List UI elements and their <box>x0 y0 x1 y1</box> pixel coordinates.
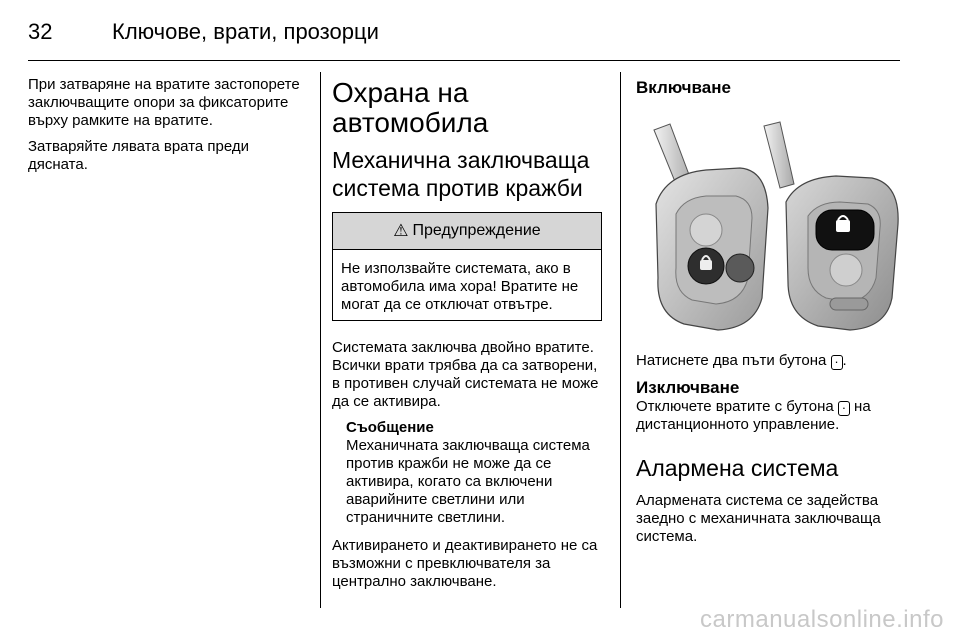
page-title: Ключове, врати, прозорци <box>112 19 379 44</box>
column-2 <box>332 78 604 599</box>
col1-paragraph-2: Затваряйте лявата врата преди дясната. <box>28 138 250 173</box>
header-rule <box>28 60 900 61</box>
heading-alarm-system: Алармена система <box>636 455 839 481</box>
unlock-icon: · <box>838 401 850 416</box>
warning-text: Не използвайте системата, ако в автомобила има хора! Вратите не могат да се отключат отвътре. <box>341 260 579 313</box>
warning-header <box>333 213 601 250</box>
activation-instruction: Натиснете два пъти бутона · . <box>636 352 847 369</box>
warning-box <box>332 212 602 321</box>
lock-icon: · <box>831 355 843 370</box>
col2-paragraph-2: Активирането и деактивирането не са възможни с превключвателя за централно заключване. <box>332 537 598 590</box>
warning-title: Предупреждение <box>412 222 541 239</box>
section-heading: Охрана на автомобила <box>332 77 489 138</box>
note-text: Механичната заключваща система против кражби не може да се активира, когато са включени аварийните светлини или страничните светлини. <box>346 437 590 526</box>
column-3 <box>636 78 902 554</box>
col1-paragraph-1: При затваряне на вратите застопорете заключващите опори за фиксаторите върху рамките на вратите. <box>28 76 300 129</box>
section-subheading: Механична заключваща система против кражби <box>332 147 590 201</box>
deactivation-instruction: Отключете вратите с бутона · на дистанционното управление. <box>636 398 871 433</box>
alarm-paragraph: Алармената система се задейства заедно с механичната заключваща система. <box>636 492 881 545</box>
car-key-fob-illustration <box>636 118 902 338</box>
note-title: Съобщение <box>346 419 434 436</box>
watermark: carmanualsonline.info <box>700 606 944 633</box>
column-divider-1 <box>320 72 321 608</box>
page-header <box>28 14 900 50</box>
heading-activation: Включване <box>636 78 731 97</box>
col2-paragraph-1: Системата заключва двойно вратите. Всички врати трябва да са затворени, в противен случай системата не може да се активира. <box>332 339 599 410</box>
note-box <box>346 419 604 527</box>
warning-triangle-icon: ⚠ <box>393 221 409 240</box>
column-1 <box>28 76 300 182</box>
heading-deactivation: Изключване <box>636 378 740 397</box>
column-divider-2 <box>620 72 621 608</box>
page-number: 32 <box>28 19 53 44</box>
